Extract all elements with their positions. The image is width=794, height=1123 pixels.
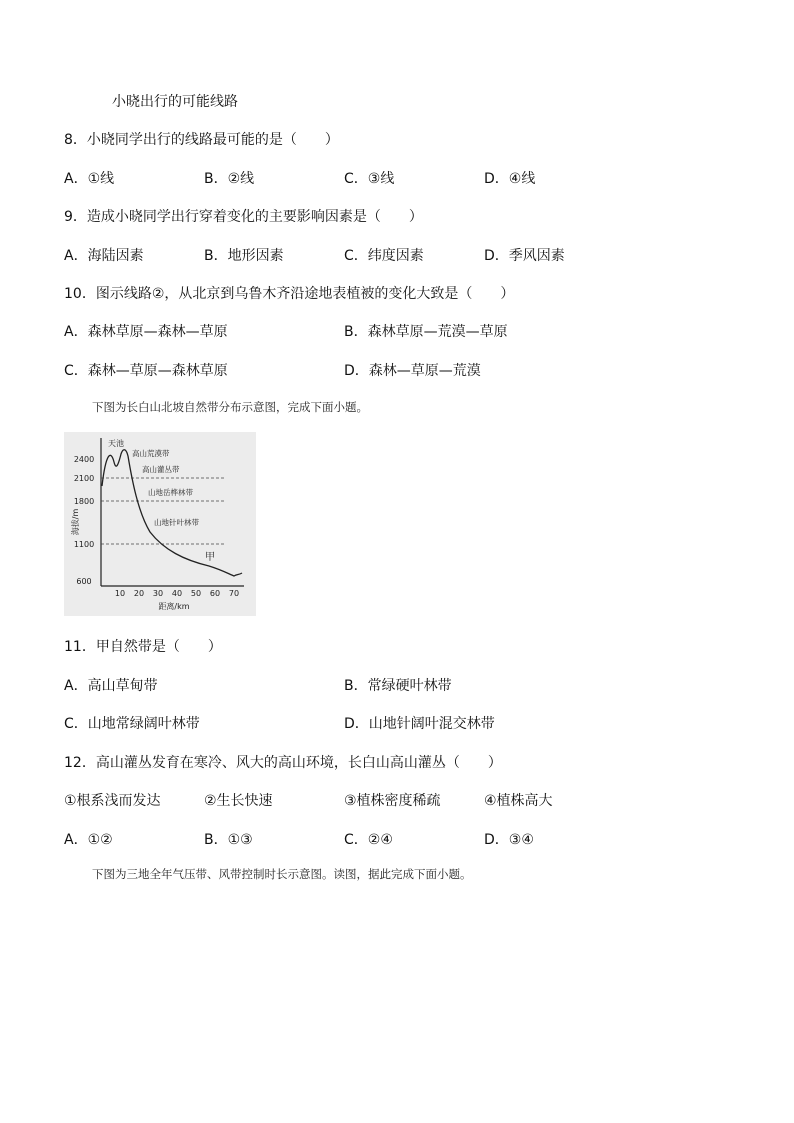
question-9-stem: 9．造成小晓同学出行穿着变化的主要影响因素是（ ） — [64, 209, 423, 225]
y-tick-2400: 2400 — [73, 455, 95, 464]
q12-statement-2: ②生长快速 — [204, 793, 273, 809]
q8-option-a[interactable]: A．①线 — [64, 171, 115, 187]
figure-caption: 小晓出行的可能线路 — [112, 94, 238, 110]
marker-jia: 甲 — [205, 552, 215, 563]
zone-conifer-forest: 山地针叶林带 — [154, 518, 199, 527]
x-tick-40: 40 — [171, 589, 183, 598]
q11-option-c[interactable]: C．山地常绿阔叶林带 — [64, 716, 200, 732]
zone-alpine-desert: 高山荒漠带 — [132, 449, 170, 458]
q10-option-b[interactable]: B．森林草原—荒漠—草原 — [344, 324, 508, 340]
figure-intro-changbai: 下图为长白山北坡自然带分布示意图，完成下面小题。 — [92, 400, 368, 414]
peak-label-tianchi: 天池 — [108, 439, 124, 448]
q11-option-d[interactable]: D．山地针阔叶混交林带 — [344, 716, 495, 732]
q8-option-b[interactable]: B．②线 — [204, 171, 255, 187]
q10-option-a[interactable]: A．森林草原—森林—草原 — [64, 324, 228, 340]
y-tick-600: 600 — [76, 577, 92, 586]
y-axis-label: 海拔/m — [71, 508, 80, 536]
q11-option-b[interactable]: B．常绿硬叶林带 — [344, 678, 452, 694]
q12-option-c[interactable]: C．②④ — [344, 832, 393, 848]
q9-option-b[interactable]: B．地形因素 — [204, 248, 284, 264]
q12-statement-4: ④植株高大 — [484, 793, 553, 809]
q10-option-c[interactable]: C．森林—草原—森林草原 — [64, 363, 228, 379]
x-tick-60: 60 — [209, 589, 221, 598]
q12-statement-3: ③植株密度稀疏 — [344, 793, 441, 809]
question-8-stem: 8．小晓同学出行的线路最可能的是（ ） — [64, 132, 339, 148]
y-tick-2100: 2100 — [73, 474, 95, 483]
x-tick-50: 50 — [190, 589, 202, 598]
question-10-stem: 10．图示线路②，从北京到乌鲁木齐沿途地表植被的变化大致是（ ） — [64, 286, 515, 302]
q11-option-a[interactable]: A．高山草甸带 — [64, 678, 158, 694]
q9-option-d[interactable]: D．季风因素 — [484, 248, 565, 264]
x-tick-70: 70 — [228, 589, 240, 598]
q9-option-c[interactable]: C．纬度因素 — [344, 248, 424, 264]
q8-option-d[interactable]: D．④线 — [484, 171, 536, 187]
y-tick-1100: 1100 — [73, 540, 95, 549]
y-tick-1800: 1800 — [73, 497, 95, 506]
figure-intro-pressure-belts: 下图为三地全年气压带、风带控制时长示意图。读图，据此完成下面小题。 — [92, 867, 472, 881]
q12-option-b[interactable]: B．①③ — [204, 832, 253, 848]
q12-option-a[interactable]: A．①② — [64, 832, 113, 848]
q10-option-d[interactable]: D．森林—草原—荒漠 — [344, 363, 481, 379]
question-11-stem: 11．甲自然带是（ ） — [64, 639, 222, 655]
x-axis-label: 距离/km — [158, 602, 190, 611]
q12-option-d[interactable]: D．③④ — [484, 832, 534, 848]
zone-birch-forest: 山地岳桦林带 — [148, 488, 193, 497]
changbai-zone-diagram — [64, 432, 256, 616]
q8-option-c[interactable]: C．③线 — [344, 171, 395, 187]
q12-statement-1: ①根系浅而发达 — [64, 793, 161, 809]
zone-alpine-shrub: 高山灌丛带 — [142, 465, 180, 474]
x-tick-10: 10 — [114, 589, 126, 598]
x-tick-20: 20 — [133, 589, 145, 598]
x-tick-30: 30 — [152, 589, 164, 598]
question-12-stem: 12．高山灌丛发育在寒冷、风大的高山环境，长白山高山灌丛（ ） — [64, 755, 502, 771]
q9-option-a[interactable]: A．海陆因素 — [64, 248, 144, 264]
